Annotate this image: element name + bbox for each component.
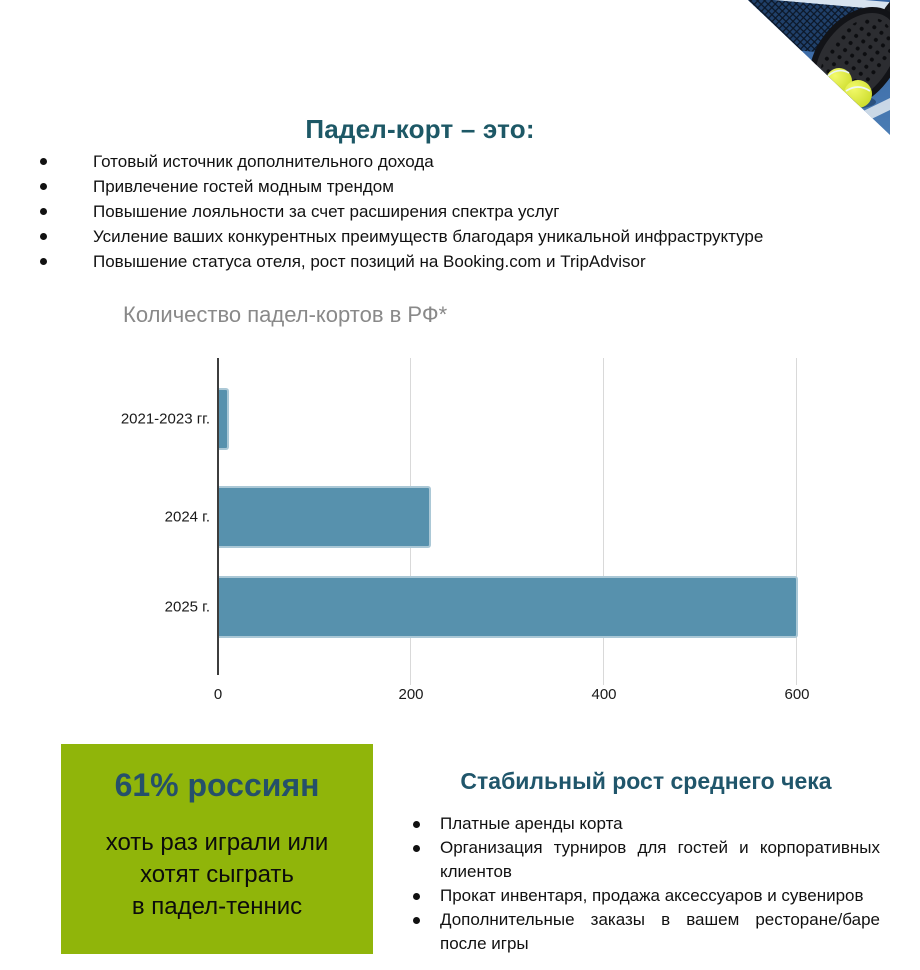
revenue-bullet-list: [412, 812, 880, 956]
list-item-text: Повышение лояльности за счет расширения спектра услуг: [93, 202, 560, 221]
list-item: [0, 224, 820, 249]
stat-headline: 61% россиян: [114, 767, 320, 803]
bar-chart-plot: [120, 358, 893, 703]
list-item: [0, 174, 820, 199]
list-item-text: Готовый источник дополнительного дохода: [93, 152, 434, 171]
list-item-text: Прокат инвентаря, продажа аксессуаров и сувениров: [440, 886, 864, 905]
bar-2025: [219, 576, 798, 638]
list-item: [412, 908, 880, 956]
list-item-text: Усиление ваших конкурентных преимуществ благодаря уникальной инфраструктуре: [93, 227, 764, 246]
stat-text: [61, 827, 373, 923]
bar-row: [164, 576, 893, 638]
list-item: [412, 884, 880, 908]
bullet-icon: [413, 893, 420, 900]
bullet-icon: [40, 158, 47, 165]
x-tick-label: 600: [784, 686, 810, 703]
list-item-text: Платные аренды корта: [440, 814, 623, 833]
stat-text-line: хотят сыграть: [140, 861, 294, 888]
x-tick-label: 200: [398, 686, 424, 703]
list-item-text: Повышение статуса отеля, рост позиций на Booking.com и TripAdvisor: [93, 252, 646, 271]
category-label: 2024 г.: [164, 508, 210, 526]
bar-row: [164, 486, 893, 548]
bar-2024: [219, 486, 431, 548]
bullet-icon: [413, 821, 420, 828]
bullet-icon: [40, 183, 47, 190]
list-item: [0, 199, 820, 224]
category-label: 2025 г.: [164, 598, 210, 616]
bullet-icon: [40, 208, 47, 215]
list-item: [0, 149, 820, 174]
list-item: [0, 249, 820, 274]
stat-text-line: хоть раз играли или: [105, 829, 329, 856]
list-item-text: Привлечение гостей модным трендом: [93, 177, 394, 196]
x-tick-label: 0: [213, 686, 223, 703]
list-item: [412, 836, 880, 884]
bullet-icon: [413, 845, 420, 852]
list-item-text: Дополнительные заказы в вашем ресторане/баре после игры: [440, 910, 880, 953]
stat-text-line: в падел-теннис: [131, 893, 303, 920]
intro-bullet-list: [0, 149, 820, 274]
revenue-section: [412, 768, 880, 956]
bar-2021-2023: [219, 388, 229, 450]
category-label: 2021-2023 гг.: [120, 410, 210, 428]
revenue-title: Стабильный рост среднего чека: [460, 768, 832, 794]
page-title: Падел-корт – это:: [305, 114, 535, 144]
stat-box: [61, 744, 373, 954]
bullet-icon: [40, 233, 47, 240]
bullet-icon: [413, 917, 420, 924]
chart-title: Количество падел-кортов в РФ*: [123, 302, 448, 327]
x-tick-label: 400: [591, 686, 617, 703]
list-item-text: Организация турниров для гостей и корпоративных клиентов: [440, 838, 880, 881]
bullet-icon: [40, 258, 47, 265]
list-item: [412, 812, 880, 836]
bar-row: [120, 388, 893, 450]
